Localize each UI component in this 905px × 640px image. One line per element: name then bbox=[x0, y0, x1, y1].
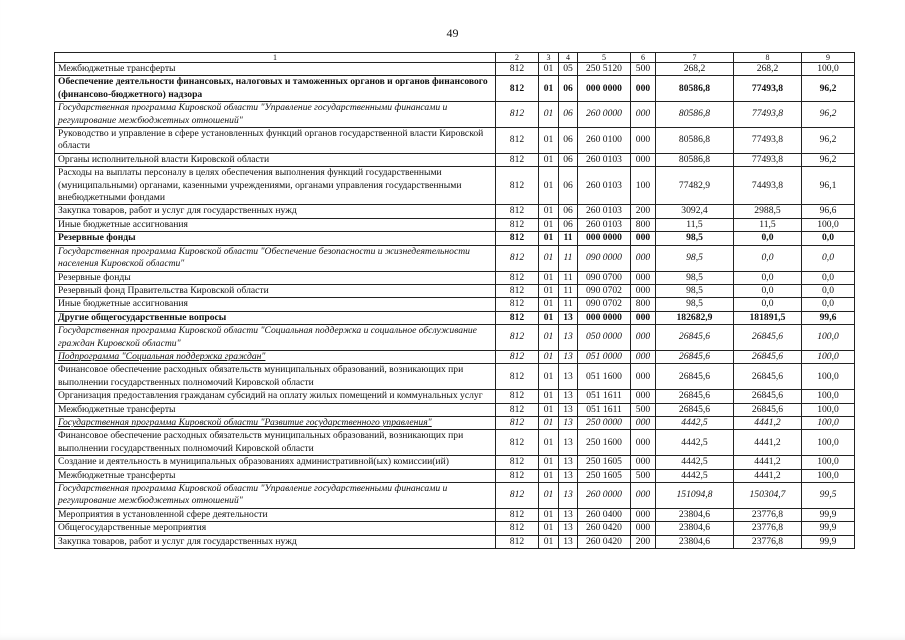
subsection-code: 11 bbox=[559, 271, 578, 284]
table-row bbox=[55, 76, 855, 102]
executed-amount: 77493,8 bbox=[734, 102, 802, 128]
section-code: 01 bbox=[539, 153, 559, 166]
table-row bbox=[55, 403, 855, 416]
item-name: Обеспечение деятельности финансовых, налоговых и таможенных органов и органов финансового (финансово-бюджетного) надзора bbox=[55, 76, 496, 102]
planned-amount: 4442,5 bbox=[656, 430, 734, 456]
expense-type-code: 000 bbox=[631, 430, 656, 456]
target-article-code: 051 1611 bbox=[578, 403, 631, 416]
section-code: 01 bbox=[539, 311, 559, 324]
subsection-code: 13 bbox=[559, 522, 578, 535]
planned-amount: 26845,6 bbox=[656, 364, 734, 390]
section-code: 01 bbox=[539, 483, 559, 509]
executed-amount: 23776,8 bbox=[734, 535, 802, 548]
item-name: Мероприятия в установленной сфере деятельности bbox=[55, 508, 496, 521]
executed-amount: 11,5 bbox=[734, 218, 802, 231]
expense-type-code: 000 bbox=[631, 311, 656, 324]
expense-type-code: 800 bbox=[631, 298, 656, 311]
executed-amount: 23776,8 bbox=[734, 522, 802, 535]
subsection-code: 13 bbox=[559, 364, 578, 390]
section-code: 01 bbox=[539, 456, 559, 469]
executed-amount: 0,0 bbox=[734, 245, 802, 271]
target-article-code: 050 0000 bbox=[578, 325, 631, 351]
subsection-code: 11 bbox=[559, 245, 578, 271]
planned-amount: 77482,9 bbox=[656, 167, 734, 205]
target-article-code: 051 1611 bbox=[578, 390, 631, 403]
execution-percent: 100,0 bbox=[802, 390, 855, 403]
execution-percent: 0,0 bbox=[802, 245, 855, 271]
execution-percent: 99,9 bbox=[802, 522, 855, 535]
ministry-code: 812 bbox=[496, 218, 539, 231]
subsection-code: 13 bbox=[559, 469, 578, 482]
expense-type-code: 000 bbox=[631, 271, 656, 284]
ministry-code: 812 bbox=[496, 483, 539, 509]
executed-amount: 26845,6 bbox=[734, 325, 802, 351]
target-article-code: 250 1600 bbox=[578, 430, 631, 456]
item-name: Подпрограмма "Социальная поддержка граждан" bbox=[55, 350, 496, 363]
table-row bbox=[55, 311, 855, 324]
execution-percent: 100,0 bbox=[802, 325, 855, 351]
column-header: 3 bbox=[539, 53, 559, 63]
executed-amount: 26845,6 bbox=[734, 350, 802, 363]
section-code: 01 bbox=[539, 271, 559, 284]
ministry-code: 812 bbox=[496, 63, 539, 76]
execution-percent: 99,5 bbox=[802, 483, 855, 509]
execution-percent: 99,6 bbox=[802, 311, 855, 324]
executed-amount: 0,0 bbox=[734, 284, 802, 297]
execution-percent: 100,0 bbox=[802, 403, 855, 416]
expense-type-code: 500 bbox=[631, 63, 656, 76]
item-name: Государственная программа Кировской области "Управление государственными финансами и регулирование межбюджетных отношений" bbox=[55, 102, 496, 128]
target-article-code: 051 1600 bbox=[578, 364, 631, 390]
planned-amount: 11,5 bbox=[656, 218, 734, 231]
section-code: 01 bbox=[539, 364, 559, 390]
item-name: Общегосударственные мероприятия bbox=[55, 522, 496, 535]
section-code: 01 bbox=[539, 102, 559, 128]
ministry-code: 812 bbox=[496, 128, 539, 154]
subsection-code: 06 bbox=[559, 167, 578, 205]
target-article-code: 090 0700 bbox=[578, 271, 631, 284]
executed-amount: 23776,8 bbox=[734, 508, 802, 521]
ministry-code: 812 bbox=[496, 232, 539, 245]
ministry-code: 812 bbox=[496, 76, 539, 102]
expense-type-code: 500 bbox=[631, 403, 656, 416]
planned-amount: 98,5 bbox=[656, 271, 734, 284]
subsection-code: 11 bbox=[559, 284, 578, 297]
target-article-code: 090 0702 bbox=[578, 298, 631, 311]
subsection-code: 13 bbox=[559, 350, 578, 363]
target-article-code: 260 0400 bbox=[578, 508, 631, 521]
target-article-code: 260 0420 bbox=[578, 522, 631, 535]
target-article-code: 051 0000 bbox=[578, 350, 631, 363]
item-name: Иные бюджетные ассигнования bbox=[55, 298, 496, 311]
column-header: 5 bbox=[578, 53, 631, 63]
table-row bbox=[55, 469, 855, 482]
table-row bbox=[55, 364, 855, 390]
executed-amount: 4441,2 bbox=[734, 430, 802, 456]
ministry-code: 812 bbox=[496, 390, 539, 403]
execution-percent: 100,0 bbox=[802, 63, 855, 76]
execution-percent: 0,0 bbox=[802, 284, 855, 297]
expense-type-code: 200 bbox=[631, 535, 656, 548]
section-code: 01 bbox=[539, 416, 559, 429]
planned-amount: 268,2 bbox=[656, 63, 734, 76]
execution-percent: 99,9 bbox=[802, 508, 855, 521]
table-row bbox=[55, 390, 855, 403]
section-code: 01 bbox=[539, 167, 559, 205]
executed-amount: 77493,8 bbox=[734, 128, 802, 154]
target-article-code: 250 0000 bbox=[578, 416, 631, 429]
item-name: Государственная программа Кировской области "Развитие государственного управления" bbox=[55, 416, 496, 429]
planned-amount: 98,5 bbox=[656, 298, 734, 311]
subsection-code: 13 bbox=[559, 456, 578, 469]
subsection-code: 06 bbox=[559, 102, 578, 128]
table-row bbox=[55, 508, 855, 521]
table-row bbox=[55, 483, 855, 509]
item-name: Закупка товаров, работ и услуг для государственных нужд bbox=[55, 535, 496, 548]
target-article-code: 260 0103 bbox=[578, 205, 631, 218]
target-article-code: 250 1605 bbox=[578, 469, 631, 482]
item-name: Органы исполнительной власти Кировской области bbox=[55, 153, 496, 166]
section-code: 01 bbox=[539, 508, 559, 521]
planned-amount: 80586,8 bbox=[656, 153, 734, 166]
execution-percent: 100,0 bbox=[802, 364, 855, 390]
budget-table bbox=[54, 52, 855, 549]
ministry-code: 812 bbox=[496, 522, 539, 535]
section-code: 01 bbox=[539, 390, 559, 403]
planned-amount: 23804,6 bbox=[656, 522, 734, 535]
section-code: 01 bbox=[539, 128, 559, 154]
subsection-code: 13 bbox=[559, 325, 578, 351]
item-name: Резервный фонд Правительства Кировской области bbox=[55, 284, 496, 297]
column-number-row bbox=[55, 53, 855, 63]
expense-type-code: 000 bbox=[631, 508, 656, 521]
expense-type-code: 500 bbox=[631, 469, 656, 482]
expense-type-code: 000 bbox=[631, 456, 656, 469]
item-name: Организация предоставления гражданам субсидий на оплату жилых помещений и коммунальных услуг bbox=[55, 390, 496, 403]
table-row bbox=[55, 205, 855, 218]
execution-percent: 99,9 bbox=[802, 535, 855, 548]
table-row bbox=[55, 102, 855, 128]
table-row bbox=[55, 430, 855, 456]
expense-type-code: 100 bbox=[631, 167, 656, 205]
item-name: Другие общегосударственные вопросы bbox=[55, 311, 496, 324]
table-row bbox=[55, 245, 855, 271]
column-header: 4 bbox=[559, 53, 578, 63]
item-name: Резервные фонды bbox=[55, 271, 496, 284]
ministry-code: 812 bbox=[496, 508, 539, 521]
column-header: 8 bbox=[734, 53, 802, 63]
section-code: 01 bbox=[539, 218, 559, 231]
executed-amount: 77493,8 bbox=[734, 76, 802, 102]
section-code: 01 bbox=[539, 245, 559, 271]
expense-type-code: 000 bbox=[631, 350, 656, 363]
ministry-code: 812 bbox=[496, 284, 539, 297]
planned-amount: 151094,8 bbox=[656, 483, 734, 509]
target-article-code: 090 0000 bbox=[578, 245, 631, 271]
planned-amount: 26845,6 bbox=[656, 390, 734, 403]
table-row bbox=[55, 128, 855, 154]
executed-amount: 0,0 bbox=[734, 232, 802, 245]
expense-type-code: 000 bbox=[631, 245, 656, 271]
execution-percent: 0,0 bbox=[802, 232, 855, 245]
table-row bbox=[55, 456, 855, 469]
expense-type-code: 000 bbox=[631, 522, 656, 535]
item-name: Расходы на выплаты персоналу в целях обеспечения выполнения функций государственными (муниципальными) органами, казенными учреждениями, органами управления государственными внебюджетными фондами bbox=[55, 167, 496, 205]
table-row bbox=[55, 153, 855, 166]
ministry-code: 812 bbox=[496, 364, 539, 390]
executed-amount: 0,0 bbox=[734, 298, 802, 311]
table-row bbox=[55, 416, 855, 429]
ministry-code: 812 bbox=[496, 102, 539, 128]
target-article-code: 260 0000 bbox=[578, 483, 631, 509]
target-article-code: 260 0100 bbox=[578, 128, 631, 154]
executed-amount: 150304,7 bbox=[734, 483, 802, 509]
item-name: Межбюджетные трансферты bbox=[55, 469, 496, 482]
ministry-code: 812 bbox=[496, 350, 539, 363]
expense-type-code: 800 bbox=[631, 218, 656, 231]
ministry-code: 812 bbox=[496, 403, 539, 416]
expense-type-code: 000 bbox=[631, 325, 656, 351]
column-header: 2 bbox=[496, 53, 539, 63]
table-body bbox=[55, 63, 855, 549]
ministry-code: 812 bbox=[496, 469, 539, 482]
table-row bbox=[55, 271, 855, 284]
expense-type-code: 000 bbox=[631, 483, 656, 509]
execution-percent: 96,2 bbox=[802, 76, 855, 102]
execution-percent: 96,2 bbox=[802, 128, 855, 154]
table-row bbox=[55, 535, 855, 548]
expense-type-code: 000 bbox=[631, 364, 656, 390]
planned-amount: 4442,5 bbox=[656, 456, 734, 469]
executed-amount: 74493,8 bbox=[734, 167, 802, 205]
executed-amount: 77493,8 bbox=[734, 153, 802, 166]
subsection-code: 06 bbox=[559, 128, 578, 154]
table-row bbox=[55, 63, 855, 76]
column-header: 1 bbox=[55, 53, 496, 63]
section-code: 01 bbox=[539, 284, 559, 297]
section-code: 01 bbox=[539, 298, 559, 311]
ministry-code: 812 bbox=[496, 205, 539, 218]
column-header: 6 bbox=[631, 53, 656, 63]
column-header: 7 bbox=[656, 53, 734, 63]
planned-amount: 80586,8 bbox=[656, 102, 734, 128]
subsection-code: 06 bbox=[559, 218, 578, 231]
expense-type-code: 000 bbox=[631, 102, 656, 128]
target-article-code: 000 0000 bbox=[578, 311, 631, 324]
expense-type-code: 000 bbox=[631, 284, 656, 297]
execution-percent: 100,0 bbox=[802, 456, 855, 469]
planned-amount: 98,5 bbox=[656, 245, 734, 271]
execution-percent: 96,2 bbox=[802, 102, 855, 128]
expense-type-code: 000 bbox=[631, 390, 656, 403]
section-code: 01 bbox=[539, 205, 559, 218]
item-name: Государственная программа Кировской области "Обеспечение безопасности и жизнедеятельности населения Кировской области" bbox=[55, 245, 496, 271]
subsection-code: 11 bbox=[559, 298, 578, 311]
subsection-code: 13 bbox=[559, 311, 578, 324]
item-name: Межбюджетные трансферты bbox=[55, 403, 496, 416]
ministry-code: 812 bbox=[496, 298, 539, 311]
table-row bbox=[55, 522, 855, 535]
planned-amount: 4442,5 bbox=[656, 469, 734, 482]
executed-amount: 26845,6 bbox=[734, 390, 802, 403]
execution-percent: 0,0 bbox=[802, 298, 855, 311]
ministry-code: 812 bbox=[496, 535, 539, 548]
subsection-code: 13 bbox=[559, 416, 578, 429]
target-article-code: 090 0702 bbox=[578, 284, 631, 297]
ministry-code: 812 bbox=[496, 167, 539, 205]
expense-type-code: 000 bbox=[631, 76, 656, 102]
execution-percent: 96,2 bbox=[802, 153, 855, 166]
item-name: Резервные фонды bbox=[55, 232, 496, 245]
execution-percent: 100,0 bbox=[802, 350, 855, 363]
ministry-code: 812 bbox=[496, 271, 539, 284]
item-name: Государственная программа Кировской области "Социальная поддержка и социальное обслуживание граждан Кировской области" bbox=[55, 325, 496, 351]
table-row bbox=[55, 218, 855, 231]
planned-amount: 98,5 bbox=[656, 232, 734, 245]
target-article-code: 000 0000 bbox=[578, 76, 631, 102]
execution-percent: 100,0 bbox=[802, 416, 855, 429]
subsection-code: 11 bbox=[559, 232, 578, 245]
planned-amount: 26845,6 bbox=[656, 350, 734, 363]
planned-amount: 3092,4 bbox=[656, 205, 734, 218]
expense-type-code: 000 bbox=[631, 232, 656, 245]
executed-amount: 181891,5 bbox=[734, 311, 802, 324]
item-name: Государственная программа Кировской области "Управление государственными финансами и регулирование межбюджетных отношений" bbox=[55, 483, 496, 509]
section-code: 01 bbox=[539, 403, 559, 416]
ministry-code: 812 bbox=[496, 416, 539, 429]
target-article-code: 000 0000 bbox=[578, 232, 631, 245]
executed-amount: 4441,2 bbox=[734, 469, 802, 482]
execution-percent: 96,6 bbox=[802, 205, 855, 218]
executed-amount: 26845,6 bbox=[734, 403, 802, 416]
planned-amount: 98,5 bbox=[656, 284, 734, 297]
ministry-code: 812 bbox=[496, 311, 539, 324]
subsection-code: 13 bbox=[559, 390, 578, 403]
section-code: 01 bbox=[539, 325, 559, 351]
section-code: 01 bbox=[539, 535, 559, 548]
planned-amount: 26845,6 bbox=[656, 403, 734, 416]
subsection-code: 13 bbox=[559, 403, 578, 416]
ministry-code: 812 bbox=[496, 245, 539, 271]
page-number: 49 bbox=[446, 26, 459, 40]
ministry-code: 812 bbox=[496, 153, 539, 166]
column-header: 9 bbox=[802, 53, 855, 63]
target-article-code: 260 0420 bbox=[578, 535, 631, 548]
expense-type-code: 000 bbox=[631, 416, 656, 429]
item-name: Межбюджетные трансферты bbox=[55, 63, 496, 76]
executed-amount: 0,0 bbox=[734, 271, 802, 284]
item-name: Создание и деятельность в муниципальных образованиях административной(ых) комиссии(ий) bbox=[55, 456, 496, 469]
section-code: 01 bbox=[539, 469, 559, 482]
execution-percent: 100,0 bbox=[802, 218, 855, 231]
item-name: Руководство и управление в сфере установленных функций органов государственной власти Кировской области bbox=[55, 128, 496, 154]
table-row bbox=[55, 232, 855, 245]
planned-amount: 4442,5 bbox=[656, 416, 734, 429]
planned-amount: 80586,8 bbox=[656, 76, 734, 102]
target-article-code: 260 0103 bbox=[578, 218, 631, 231]
subsection-code: 13 bbox=[559, 508, 578, 521]
target-article-code: 250 5120 bbox=[578, 63, 631, 76]
subsection-code: 13 bbox=[559, 430, 578, 456]
execution-percent: 100,0 bbox=[802, 430, 855, 456]
ministry-code: 812 bbox=[496, 456, 539, 469]
item-name: Финансовое обеспечение расходных обязательств муниципальных образований, возникающих при выполнении государственных полномочий Кировской области bbox=[55, 364, 496, 390]
subsection-code: 06 bbox=[559, 76, 578, 102]
section-code: 01 bbox=[539, 430, 559, 456]
table-row bbox=[55, 284, 855, 297]
section-code: 01 bbox=[539, 232, 559, 245]
item-name: Закупка товаров, работ и услуг для государственных нужд bbox=[55, 205, 496, 218]
ministry-code: 812 bbox=[496, 325, 539, 351]
ministry-code: 812 bbox=[496, 430, 539, 456]
target-article-code: 260 0103 bbox=[578, 167, 631, 205]
target-article-code: 260 0103 bbox=[578, 153, 631, 166]
table-row bbox=[55, 167, 855, 205]
executed-amount: 4441,2 bbox=[734, 416, 802, 429]
planned-amount: 23804,6 bbox=[656, 508, 734, 521]
execution-percent: 96,1 bbox=[802, 167, 855, 205]
planned-amount: 182682,9 bbox=[656, 311, 734, 324]
planned-amount: 80586,8 bbox=[656, 128, 734, 154]
planned-amount: 23804,6 bbox=[656, 535, 734, 548]
section-code: 01 bbox=[539, 63, 559, 76]
table-row bbox=[55, 298, 855, 311]
target-article-code: 250 1605 bbox=[578, 456, 631, 469]
section-code: 01 bbox=[539, 350, 559, 363]
subsection-code: 06 bbox=[559, 153, 578, 166]
target-article-code: 260 0000 bbox=[578, 102, 631, 128]
execution-percent: 0,0 bbox=[802, 271, 855, 284]
table-row bbox=[55, 350, 855, 363]
subsection-code: 13 bbox=[559, 483, 578, 509]
executed-amount: 2988,5 bbox=[734, 205, 802, 218]
executed-amount: 4441,2 bbox=[734, 456, 802, 469]
table-row bbox=[55, 325, 855, 351]
execution-percent: 100,0 bbox=[802, 469, 855, 482]
item-name: Финансовое обеспечение расходных обязательств муниципальных образований, возникающих при выполнении государственных полномочий Кировской области bbox=[55, 430, 496, 456]
expense-type-code: 200 bbox=[631, 205, 656, 218]
subsection-code: 06 bbox=[559, 205, 578, 218]
expense-type-code: 000 bbox=[631, 128, 656, 154]
section-code: 01 bbox=[539, 76, 559, 102]
executed-amount: 26845,6 bbox=[734, 364, 802, 390]
subsection-code: 05 bbox=[559, 63, 578, 76]
planned-amount: 26845,6 bbox=[656, 325, 734, 351]
item-name: Иные бюджетные ассигнования bbox=[55, 218, 496, 231]
executed-amount: 268,2 bbox=[734, 63, 802, 76]
section-code: 01 bbox=[539, 522, 559, 535]
subsection-code: 13 bbox=[559, 535, 578, 548]
expense-type-code: 000 bbox=[631, 153, 656, 166]
